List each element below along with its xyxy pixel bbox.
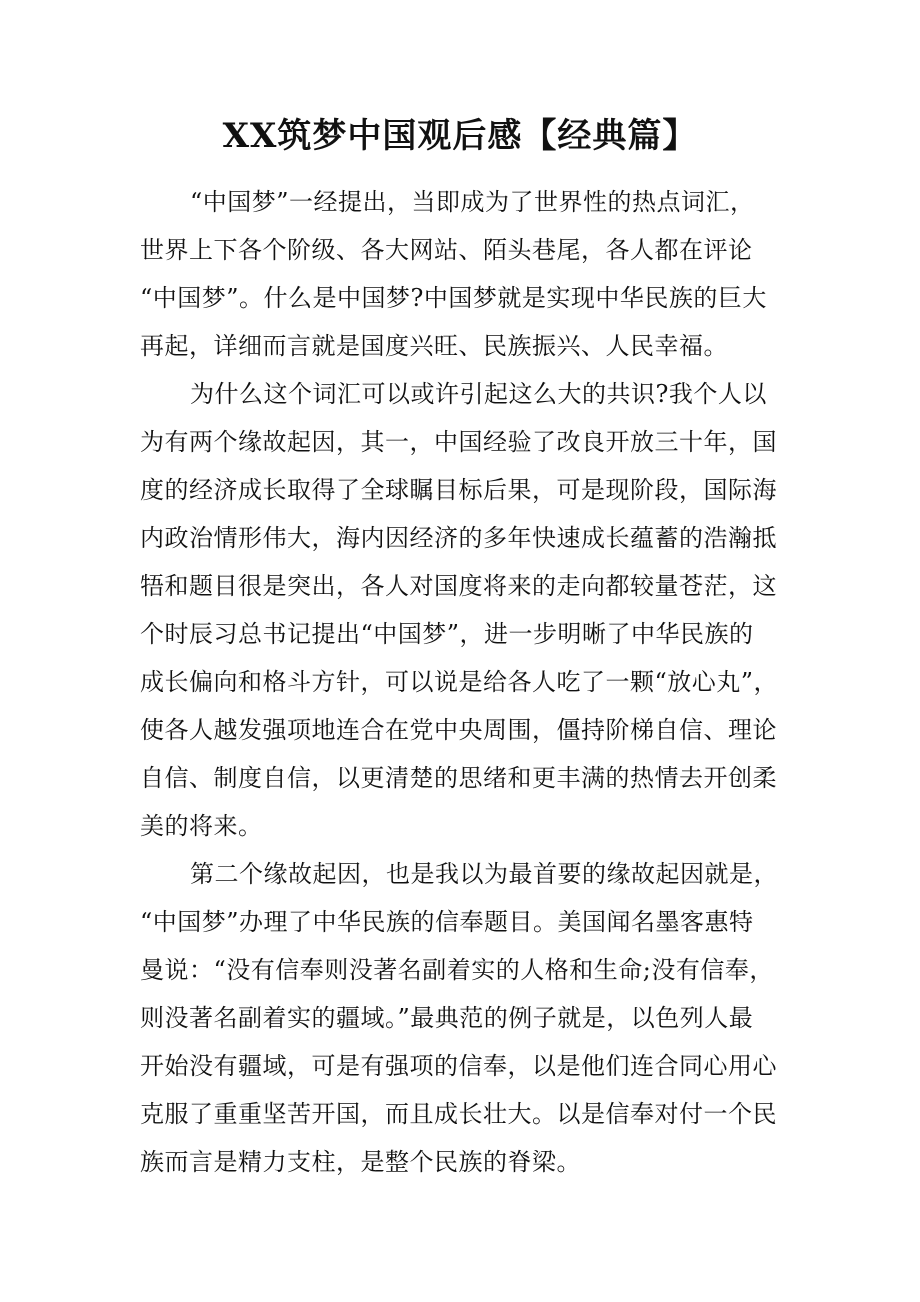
text-line: 为有两个缘故起因，其一，中国经验了改良开放三十年，国 bbox=[140, 428, 777, 456]
text-line: 成长偏向和格斗方针，可以说是给各人吃了一颗“放心丸”， bbox=[140, 668, 779, 696]
text-line: 再起，详细而言就是国度兴旺、民族振兴、人民幸福。 bbox=[140, 332, 728, 360]
text-line: 世界上下各个阶级、各大网站、陌头巷尾，各人都在评论 bbox=[140, 236, 753, 264]
paragraph-1 bbox=[140, 178, 792, 370]
text-line: 则没著名副着实的疆域。”最典范的例子就是，以色列人最 bbox=[140, 1004, 754, 1032]
document-title: XX筑梦中国观后感【经典篇】 bbox=[222, 116, 698, 156]
text-line: “中国梦”一经提出，当即成为了世界性的热点词汇， bbox=[190, 188, 755, 216]
text-line: 自信、制度自信，以更清楚的思绪和更丰满的热情去开创柔 bbox=[140, 764, 777, 792]
text-line: “中国梦”。什么是中国梦?中国梦就是实现中华民族的巨大 bbox=[140, 284, 767, 312]
text-line: 内政治情形伟大，海内因经济的多年快速成长蕴蓄的浩瀚抵 bbox=[140, 524, 777, 552]
text-line: 克服了重重坚苦开国，而且成长壮大。以是信奉对付一个民 bbox=[140, 1100, 777, 1128]
text-line: 牾和题目很是突出，各人对国度将来的走向都较量苍茫，这 bbox=[140, 572, 777, 600]
text-line: 族而言是精力支柱，是整个民族的脊梁。 bbox=[140, 1148, 581, 1176]
text-line: 开始没有疆域，可是有强项的信奉，以是他们连合同心用心 bbox=[140, 1052, 777, 1080]
text-line: 曼说：“没有信奉则没著名副着实的人格和生命;没有信奉， bbox=[140, 956, 774, 984]
text-line: 第二个缘故起因，也是我以为最首要的缘故起因就是， bbox=[190, 860, 778, 888]
text-line: 使各人越发强项地连合在党中央周围，僵持阶梯自信、理论 bbox=[140, 716, 777, 744]
paragraph-2 bbox=[140, 370, 792, 850]
text-line: 个时辰习总书记提出“中国梦”，进一步明晰了中华民族的 bbox=[140, 620, 754, 648]
text-line: 为什么这个词汇可以或许引起这么大的共识?我个人以 bbox=[190, 380, 767, 408]
paragraph-3 bbox=[140, 850, 792, 1186]
text-line: 度的经济成长取得了全球瞩目标后果，可是现阶段，国际海 bbox=[140, 476, 777, 504]
text-line: 美的将来。 bbox=[140, 812, 263, 840]
document-body bbox=[140, 178, 792, 1186]
text-line: “中国梦”办理了中华民族的信奉题目。美国闻名墨客惠特 bbox=[140, 908, 754, 936]
